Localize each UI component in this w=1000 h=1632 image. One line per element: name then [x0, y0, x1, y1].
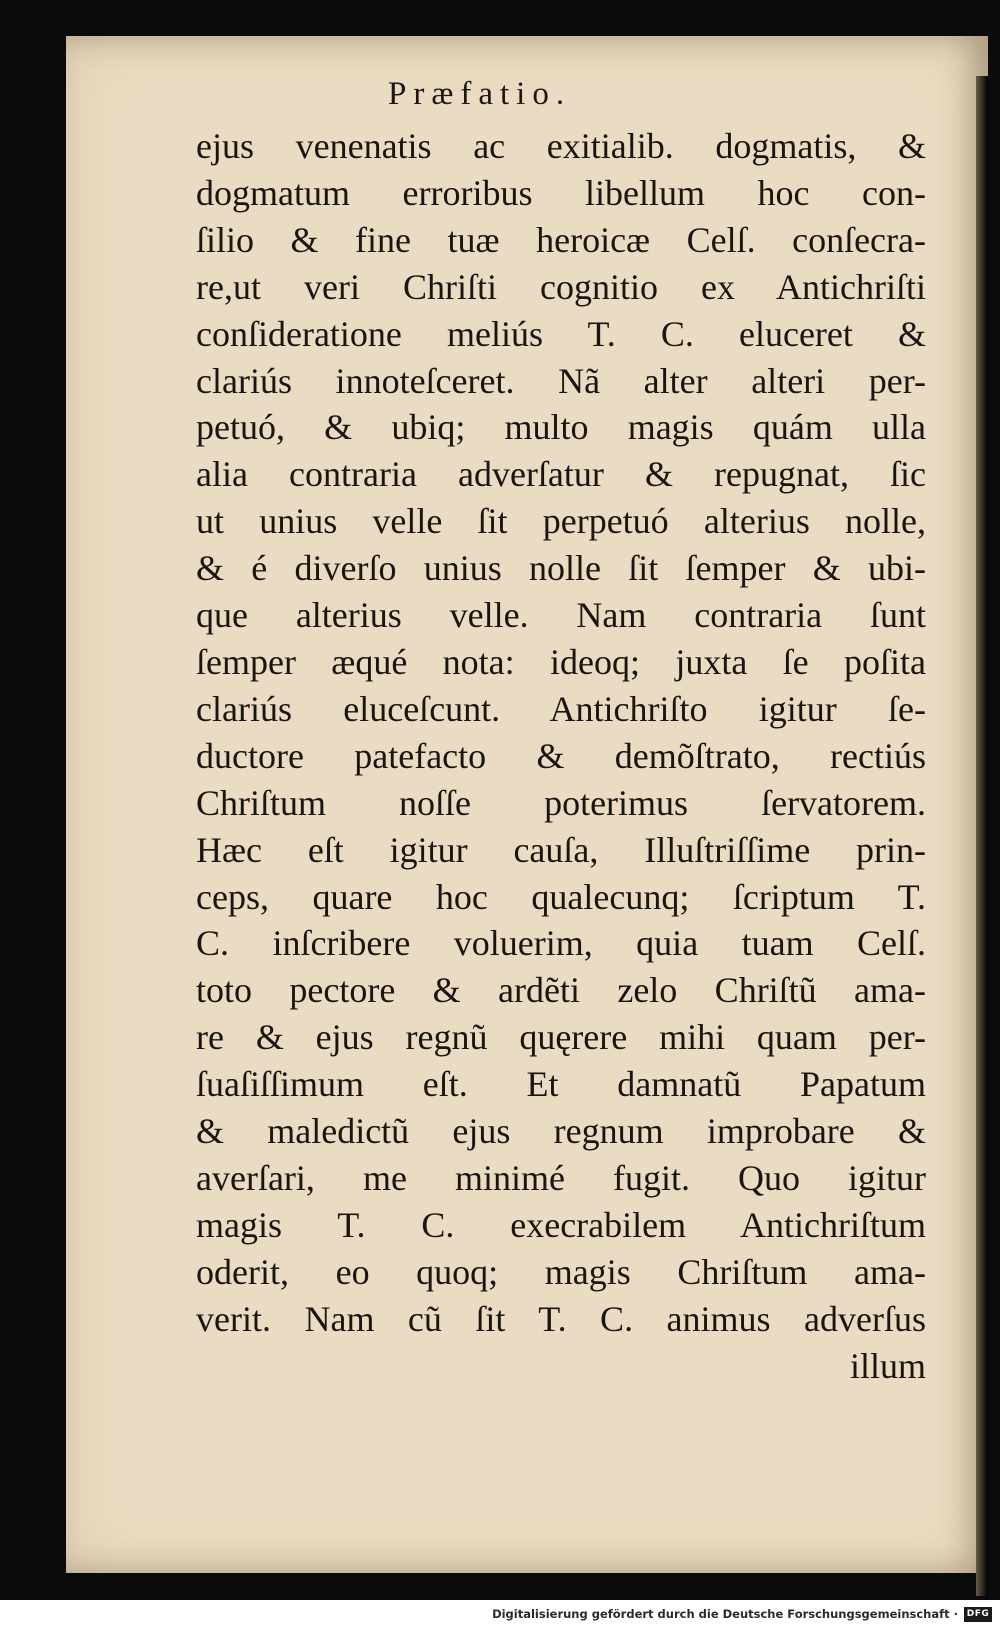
- text-line: que alterius velle. Nam contraria ſunt: [196, 595, 926, 636]
- text-line: dogmatum erroribus libellum hoc con-: [196, 172, 926, 213]
- text-line: alia contraria adverſatur & repugnat, ſic: [196, 454, 926, 495]
- text-line: Hæc eſt igitur cauſa, Illuſtriſſime prin-: [196, 829, 926, 870]
- text-line: & maledictũ ejus regnum improbare &: [196, 1111, 926, 1152]
- text-line: ut unius velle ſit perpetuó alterius nolle,: [196, 501, 926, 542]
- text-line: oderit, eo quoq; magis Chriſtum ama-: [196, 1251, 926, 1292]
- digitization-footer: [0, 1600, 1000, 1632]
- text-line: re,ut veri Chriſti cognitio ex Antichriſti: [196, 266, 926, 307]
- text-line: ſuaſiſſimum eſt. Et damnatũ Papatum: [196, 1064, 926, 1105]
- text-line: clariús innoteſceret. Nã alter alteri per-: [196, 360, 926, 401]
- text-line: clariús eluceſcunt. Antichriſto igitur ſe-: [196, 688, 926, 729]
- text-line: Chriſtum noſſe poterimus ſervatorem.: [196, 782, 926, 823]
- text-line: ſemper æqué nota: ideoq; juxta ſe poſita: [196, 641, 926, 682]
- text-line: ceps, quare hoc qualecunq; ſcriptum T.: [196, 876, 926, 917]
- text-line: re & ejus regnũ quęrere mihi quam per-: [196, 1017, 926, 1058]
- body-text: [196, 123, 926, 1389]
- text-line: verit. Nam cũ ſit T. C. animus adverſus: [196, 1298, 926, 1339]
- text-line: ductore patefacto & demõſtrato, rectiús: [196, 735, 926, 776]
- text-line: & é diverſo unius nolle ſit ſemper & ubi-: [196, 548, 926, 589]
- text-line: conſideratione meliús T. C. eluceret &: [196, 313, 926, 354]
- page-edge-shadow: [976, 76, 988, 1596]
- catchword: illum: [849, 1345, 926, 1386]
- text-line: ſilio & fine tuæ heroicæ Celſ. conſecra-: [196, 219, 926, 260]
- text-line: ejus venenatis ac exitialib. dogmatis, &: [196, 126, 926, 166]
- text-line: magis T. C. execrabilem Antichriſtum: [196, 1204, 926, 1245]
- text-line: C. inſcribere voluerim, quia tuam Celſ.: [196, 923, 926, 964]
- running-head: Præfatio.: [388, 76, 572, 112]
- text-line: toto pectore & ardẽti zelo Chriſtũ ama-: [196, 970, 926, 1011]
- text-line: petuó, & ubiq; multo magis quám ulla: [196, 407, 926, 448]
- dfg-logo: DFG: [964, 1607, 992, 1622]
- text-line: averſari, me minimé fugit. Quo igitur: [196, 1157, 926, 1198]
- footer-credit: Digitalisierung gefördert durch die Deutsche Forschungsgemeinschaft ·: [492, 1607, 958, 1621]
